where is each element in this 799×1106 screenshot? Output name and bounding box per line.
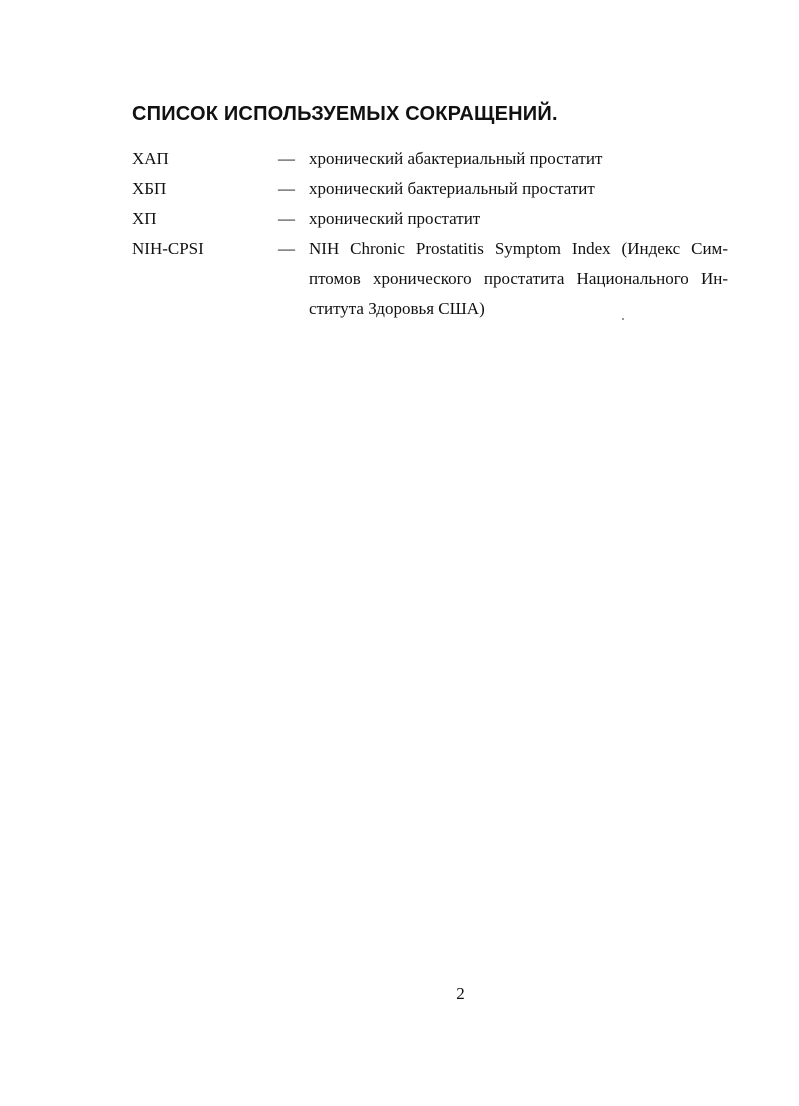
abbreviation-definition: хронический бактериальный простатит (309, 179, 595, 198)
abbreviation-definition: хронический абактериальный простатит (309, 149, 603, 168)
abbreviation-row (132, 174, 728, 204)
abbreviation-row (132, 234, 728, 324)
abbreviation-row (132, 204, 728, 234)
abbreviation-list (132, 144, 728, 324)
abbreviation-definition: хронический простатит (309, 209, 481, 228)
dash-separator: — (278, 209, 295, 228)
abbreviation-term: ХП (132, 209, 157, 228)
abbreviation-term: NIH-CPSI (132, 239, 204, 258)
abbreviation-term: ХБП (132, 179, 167, 198)
dash-separator: — (278, 179, 295, 198)
abbreviation-term: ХАП (132, 149, 169, 168)
scan-speck (622, 318, 624, 320)
dash-separator: — (278, 239, 295, 258)
page-heading: СПИСОК ИСПОЛЬЗУЕМЫХ СОКРАЩЕНИЙ. (132, 103, 558, 125)
abbreviation-definition: NIH Chronic Prostatitis Symptom Index (Индекс Симптомов хронического простатита Национального Института Здоровья США) (309, 239, 728, 318)
dash-separator: — (278, 149, 295, 168)
page-number: 2 (456, 984, 465, 1003)
abbreviation-row (132, 144, 728, 174)
